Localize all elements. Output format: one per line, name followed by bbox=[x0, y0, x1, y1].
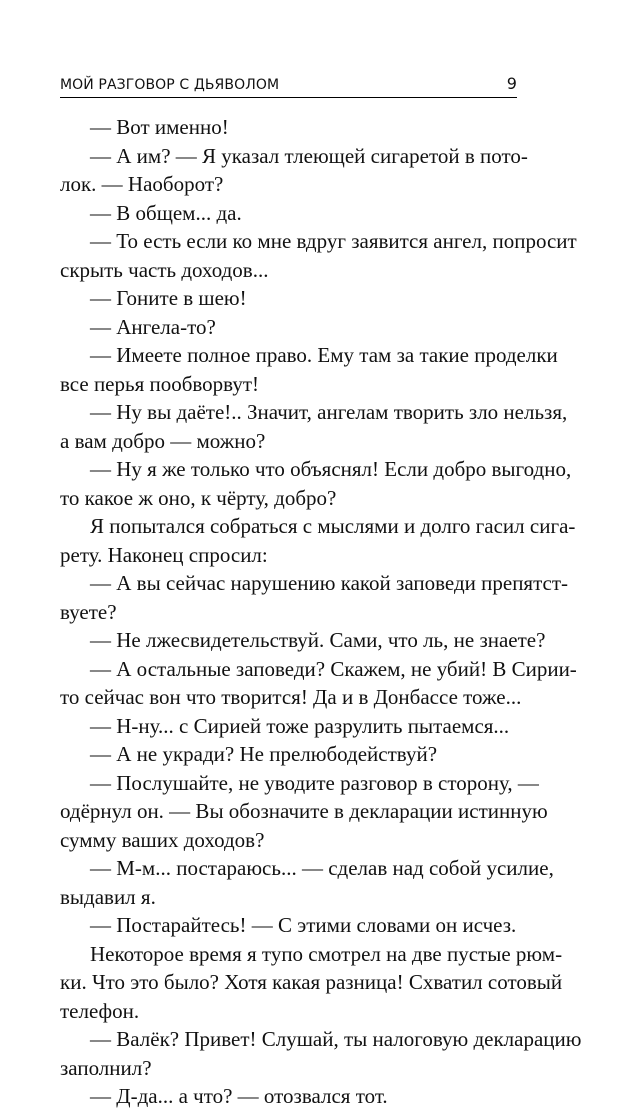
text-line: Некоторое время я тупо смотрел на две пустые рюм- bbox=[90, 941, 563, 966]
text-line: все перья пообворвут! bbox=[60, 371, 260, 396]
text-line: — А им? — Я указал тлеющей сигаретой в пото- bbox=[90, 143, 528, 168]
text-line: — Гоните в шею! bbox=[90, 286, 247, 310]
text-line: лок. — Наоборот? bbox=[60, 172, 224, 196]
text-line: — Н-ну... с Сирией тоже разрулить пытаемся... bbox=[90, 713, 510, 738]
text-line: скрыть часть доходов... bbox=[60, 257, 269, 282]
text-line: — Вот именно! bbox=[90, 115, 229, 139]
running-header bbox=[60, 74, 517, 98]
text-line: — А остальные заповеди? Скажем, не убий! В Сирии- bbox=[90, 656, 577, 681]
text-line: — Послушайте, не уводите разговор в сторону, — bbox=[90, 770, 539, 795]
text-line: рету. Наконец спросил: bbox=[60, 542, 268, 567]
text-line: — Ангела-то? bbox=[90, 314, 216, 339]
text-line: вуете? bbox=[60, 599, 117, 624]
text-line: — То есть если ко мне вдруг заявится ангел, попросит bbox=[90, 229, 577, 253]
text-line: телефон. bbox=[60, 998, 140, 1023]
text-line: — Д-да... а что? — отозвался тот. bbox=[90, 1084, 388, 1108]
text-line: ки. Что это было? Хотя какая разница! Схватил сотовый bbox=[60, 970, 563, 994]
text-line: — Имеете полное право. Ему там за такие проделки bbox=[90, 343, 558, 367]
text-line: — Постарайтесь! — С этими словами он исчез. bbox=[90, 913, 517, 937]
text-line: Я попытался собраться с мыслями и долго гасил сига- bbox=[90, 514, 576, 538]
text-line: — Ну вы даёте!.. Значит, ангелам творить зло нельзя, bbox=[90, 400, 568, 424]
header-rule bbox=[60, 97, 517, 98]
body-text bbox=[60, 113, 582, 1111]
text-line: а вам добро — можно? bbox=[60, 428, 266, 453]
text-line: — Ну я же только что объяснял! Если добро выгодно, bbox=[90, 457, 572, 481]
text-line: — В общем... да. bbox=[90, 200, 242, 225]
text-line: то какое ж оно, к чёрту, добро? bbox=[60, 485, 337, 510]
text-line: — Не лжесвидетельствуй. Сами, что ль, не знаете? bbox=[90, 628, 546, 652]
running-title: МОЙ РАЗГОВОР С ДЬЯВОЛОМ bbox=[60, 77, 280, 93]
text-line: то сейчас вон что творится! Да и в Донбассе тоже... bbox=[60, 685, 522, 709]
page-number: 9 bbox=[506, 74, 517, 93]
text-line: выдавил я. bbox=[60, 884, 156, 909]
text-line: сумму ваших доходов? bbox=[60, 827, 265, 852]
text-line: одёрнул он. — Вы обозначите в декларации истинную bbox=[60, 799, 548, 823]
text-line: заполнил? bbox=[60, 1055, 152, 1080]
text-line: — М-м... постараюсь... — сделав над собой усилие, bbox=[90, 856, 554, 880]
text-line: — А вы сейчас нарушению какой заповеди препятст- bbox=[90, 571, 569, 595]
text-line: — Валёк? Привет! Слушай, ты налоговую декларацию bbox=[90, 1027, 582, 1051]
text-line: — А не укради? Не прелюбодействуй? bbox=[90, 742, 438, 766]
